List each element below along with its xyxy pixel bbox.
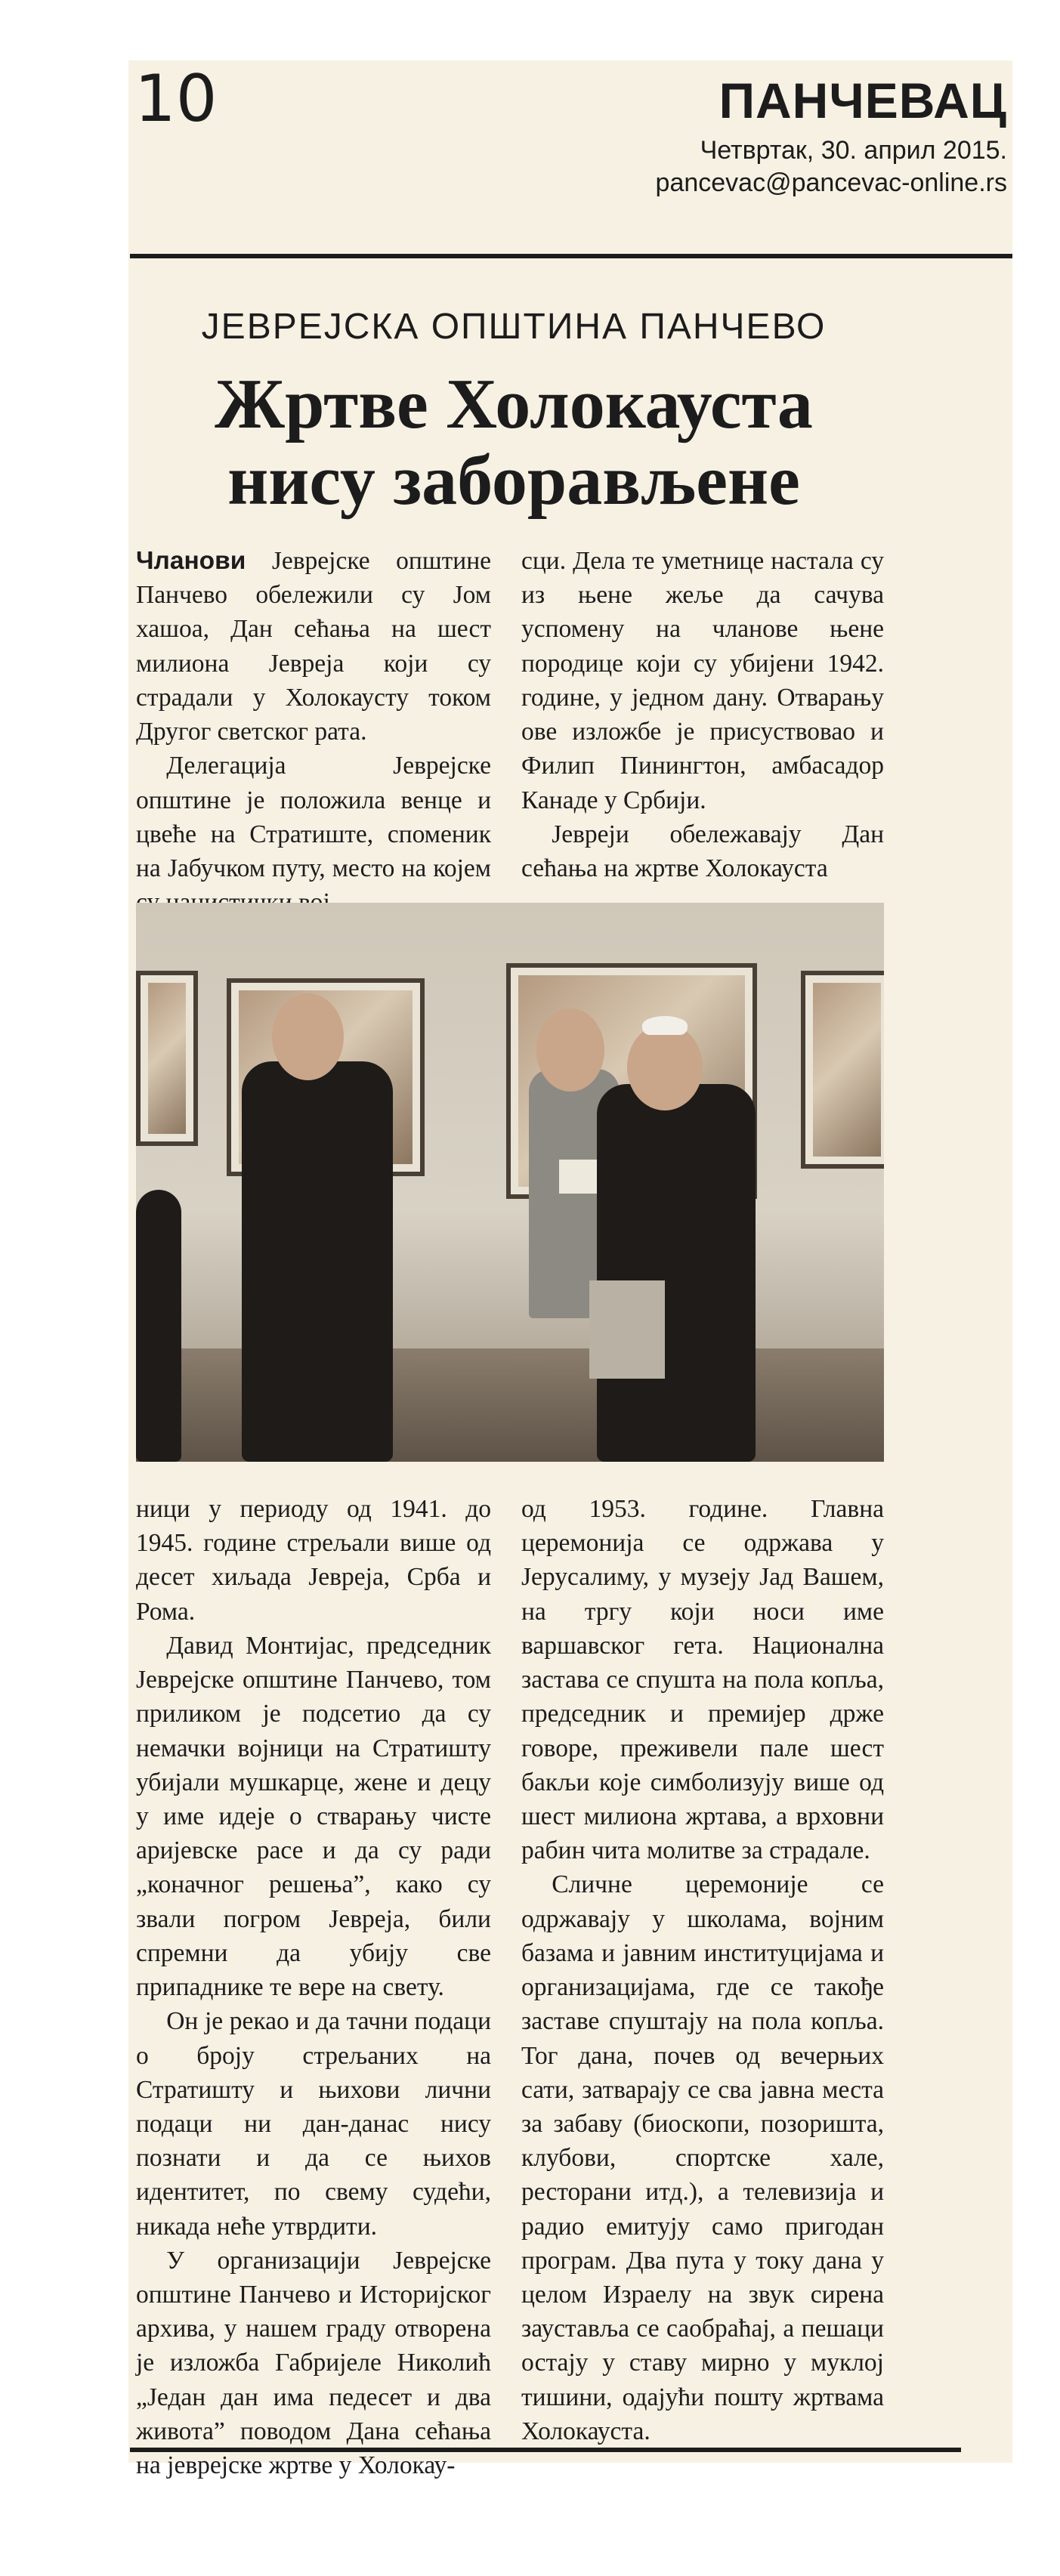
paragraph: Сличне церемоније се одржавају у школама, војним базама и јавним институцијама и организацијама, где се такође заставе спуштају на пола копља. Тог дана, почев од вечерњих сати, затварају се сва јавна места за забаву (биоскопи, позоришта, клубови, спортске хале, ресторани итд.), а телевизија и радио емитују само пригодан програм. Два пута у току дана у целом Израелу на звук сирена зауставља се саобраћај, а пешаци остају у ставу мирно у муклој тишини, одајући пошту жртвама Холокауста. — [521, 1870, 884, 2445]
newspaper-name: ПАНЧЕВАЦ — [719, 73, 1007, 128]
article-column-4 — [521, 1492, 884, 2448]
article-column-3 — [136, 1492, 491, 2482]
paragraph: Јевреји обележавају Дан сећања на жртве Холокауста — [521, 820, 884, 882]
lead-word: Чланови — [136, 547, 246, 575]
paragraph: сци. Дела те уметнице настала су из њене жеље да сачува успомену на чланове њене породице који су убијени 1942. године, у једном дану. Отварању ове изложбе је присуствовао и Филип Пинингтон, амбасадор Канаде у Србији. — [521, 547, 884, 814]
contact-email: pancevac@pancevac-online.rs — [655, 168, 1007, 197]
person-silhouette — [136, 1190, 181, 1462]
article-headline — [136, 366, 892, 518]
held-folder — [589, 1280, 665, 1379]
paragraph: Давид Монтијас, председник Јеврејске општине Панчево, том приликом је подсетио да су немачки војници на Стратишту убијали мушкарце, жене и децу у име идеје о стварању чисте аријевске расе и да су ради „коначног решења”, како су звали погром Јевреја, били спремни да убију све припаднике те вере на свету. — [136, 1631, 491, 2002]
paragraph: Делегација Јеврејске општине је положила венце и цвеће на Стратиште, споменик на Јабучком путу, место на којем — [136, 752, 491, 882]
footer-rule — [130, 2448, 961, 2452]
issue-date: Четвртак, 30. април 2015. — [700, 136, 1007, 165]
person-head — [272, 993, 344, 1080]
painting-frame — [136, 971, 198, 1146]
header-rule — [130, 254, 1012, 258]
article-overline: ЈЕВРЕЈСКА ОПШТИНА ПАНЧЕВО — [201, 307, 827, 347]
article-column-2 — [521, 544, 884, 885]
paragraph-text: Јеврејске општине Панчево обележили су Јом хашоа, Дан сећања на шест милиона Јевреја који су страдали у Холокаусту током Другог светског рата. — [136, 547, 491, 746]
person-silhouette — [242, 1061, 393, 1462]
kippah — [642, 1016, 688, 1035]
article-photo — [136, 903, 884, 1462]
paragraph — [136, 544, 491, 749]
masthead — [554, 73, 1007, 198]
headline-line-1: Жртве Холокауста — [215, 365, 813, 443]
page-number: 10 — [134, 61, 218, 137]
painting-frame — [801, 971, 884, 1169]
article-column-1 — [136, 544, 491, 919]
paragraph: Он је рекао и да тачни подаци о броју стрељаних на Стратишту и њихови лични подаци ни дан-данас нису познати и да се њихов идентитет, по свему судећи, никада неће утврдити. — [136, 2007, 491, 2241]
person-silhouette — [597, 1084, 756, 1462]
person-head — [627, 1024, 703, 1110]
paragraph: ници у периоду од 1941. до 1945. године стрељали више од десет хиљада Јевреја, Срба и Рома. — [136, 1495, 491, 1626]
person-head — [536, 1008, 604, 1092]
paragraph: У организацији Јеврејске општине Панчево и Историјског архива, у нашем граду отворена је изложба Габријеле Николић „Један дан има педесет и два живота” поводом Дана сећања на јеврејске жртве у Холокау- — [136, 2246, 491, 2480]
paragraph: од 1953. године. Главна церемонија се одржава у Јерусалиму, у музеју Јад Вашем, на тргу који носи име варшавског гета. Национална застава се спушта на пола копља, председник и премијер држе говоре, преживели пале шест бакљи које симболизују више од шест милиона жртава, а врховни рабин чита молитве за страдале. — [521, 1495, 884, 1865]
headline-line-2: нису заборављене — [227, 440, 800, 520]
